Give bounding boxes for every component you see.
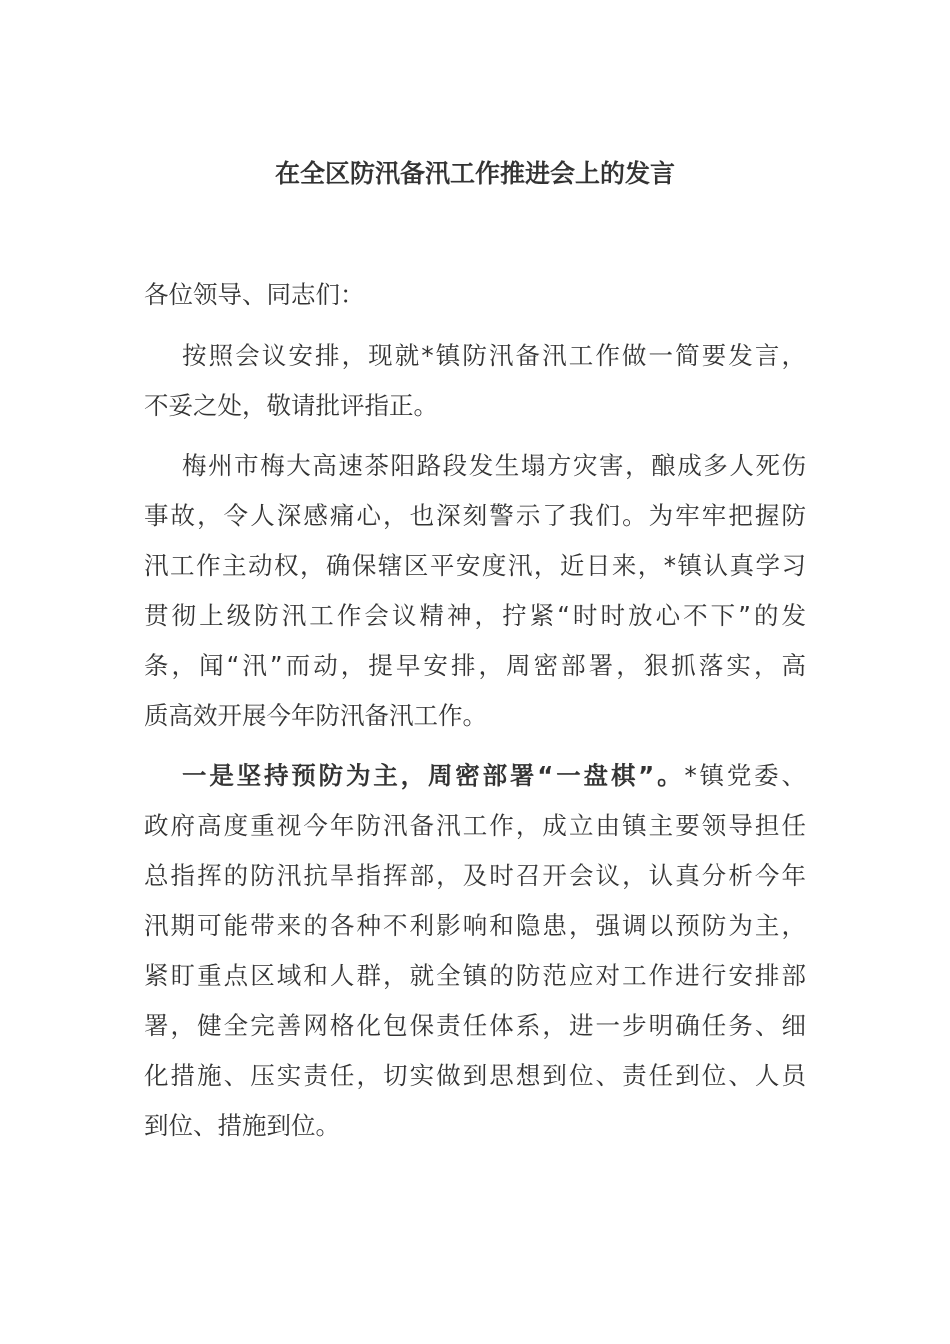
paragraph-line: 政府高度重视今年防汛备汛工作，成立由镇主要领导担任	[144, 811, 806, 840]
paragraph-line: 质高效开展今年防汛备汛工作。	[144, 701, 487, 730]
paragraph-first-line	[144, 751, 806, 801]
paragraph-3	[144, 751, 806, 1151]
paragraph-line: 事故，令人深感痛心，也深刻警示了我们。为牢牢把握防	[144, 501, 806, 530]
paragraph-line: 化措施、压实责任，切实做到思想到位、责任到位、人员	[144, 1061, 806, 1090]
section-heading: 一是坚持预防为主，周密部署“一盘棋”。	[182, 761, 685, 790]
paragraph-line: 不妥之处，敬请批评指正。	[144, 391, 438, 420]
paragraph-line: 梅州市梅大高速茶阳路段发生塌方灾害，酿成多人死伤	[182, 451, 806, 480]
salutation: 各位领导、同志们：	[144, 280, 365, 309]
paragraph-text: *镇党委、	[684, 761, 806, 790]
paragraph-line: 贯彻上级防汛工作会议精神，拧紧“时时放心不下”的发	[144, 601, 806, 630]
paragraph-line: 署，健全完善网格化包保责任体系，进一步明确任务、细	[144, 1011, 806, 1040]
paragraph-line: 条，闻“汛”而动，提早安排，周密部署，狠抓落实，高	[144, 651, 806, 680]
paragraph-line: 紧盯重点区域和人群，就全镇的防范应对工作进行安排部	[144, 961, 806, 990]
document-title: 在全区防汛备汛工作推进会上的发言	[274, 159, 675, 188]
paragraph-line: 按照会议安排，现就*镇防汛备汛工作做一简要发言，	[182, 341, 806, 370]
paragraph-line: 汛期可能带来的各种不利影响和隐患，强调以预防为主，	[144, 911, 806, 940]
paragraph-line: 汛工作主动权，确保辖区平安度汛，近日来，*镇认真学习	[144, 551, 806, 580]
paragraph-line: 总指挥的防汛抗旱指挥部，及时召开会议，认真分析今年	[144, 861, 806, 890]
paragraph-2	[144, 441, 806, 741]
paragraph-1	[144, 331, 806, 431]
document-body	[144, 277, 806, 1161]
paragraph-line: 到位、措施到位。	[144, 1111, 340, 1140]
